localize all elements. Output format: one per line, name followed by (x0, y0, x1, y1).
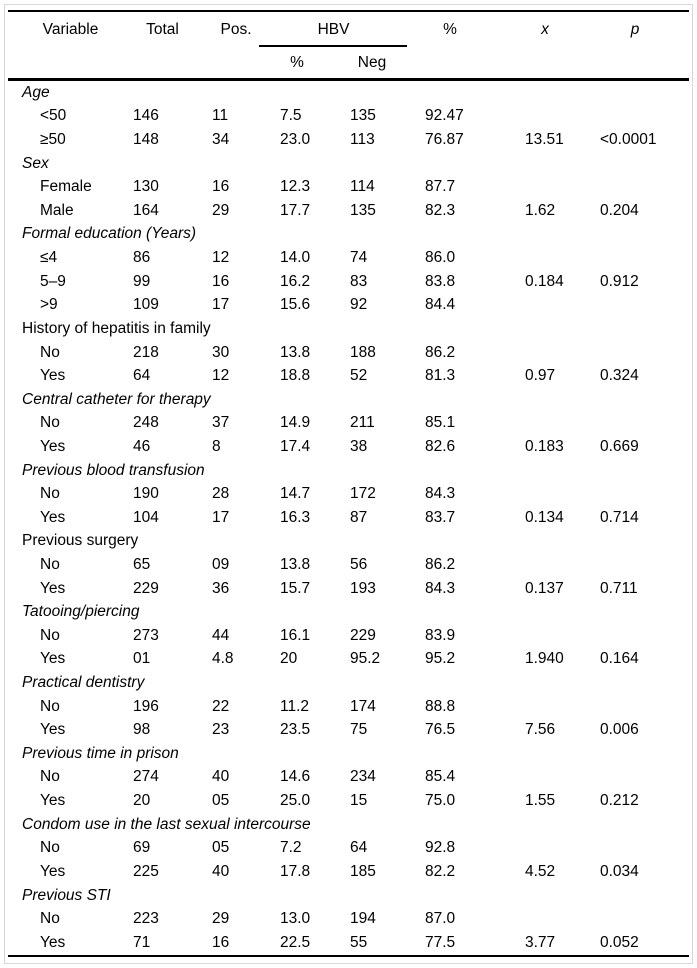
cell-pct: 86.0 (425, 249, 456, 267)
col-header-chi: x (541, 21, 549, 38)
cell-hbv-neg: 174 (350, 697, 376, 715)
cell-chi: 0.184 (525, 272, 564, 290)
table-body (8, 81, 689, 955)
cell-p: 0.006 (600, 721, 639, 739)
cell-chi: 1.940 (525, 650, 564, 668)
cell-pct: 85.4 (425, 768, 456, 786)
cell-pos: 29 (212, 201, 230, 219)
table-row (8, 695, 689, 719)
cell-p: 0.711 (600, 579, 638, 597)
table-row (8, 293, 689, 317)
cell-total: 196 (133, 697, 159, 715)
cell-variable: Female (40, 178, 92, 196)
cell-hbv-pct: 25.0 (280, 792, 311, 810)
cell-hbv-pct: 7.5 (280, 107, 302, 125)
cell-pos: 17 (212, 296, 230, 314)
cell-hbv-neg: 229 (350, 626, 376, 644)
section-label: Central catheter for therapy (22, 390, 211, 408)
cell-variable: No (40, 485, 60, 503)
cell-hbv-pct: 13.0 (280, 910, 311, 928)
cell-chi: 1.55 (525, 792, 556, 810)
cell-hbv-pct: 17.7 (280, 201, 311, 219)
cell-hbv-pct: 16.2 (280, 272, 311, 290)
section-label: Previous surgery (22, 532, 139, 550)
cell-pos: 09 (212, 555, 230, 573)
cell-hbv-neg: 56 (350, 555, 368, 573)
section-label: History of hepatitis in family (22, 319, 211, 337)
cell-pct: 86.2 (425, 343, 456, 361)
cell-total: 223 (133, 910, 159, 928)
cell-pos: 40 (212, 768, 230, 786)
cell-variable: Yes (40, 367, 66, 385)
cell-pos: 40 (212, 862, 230, 880)
section-label: Previous STI (22, 886, 111, 904)
cell-variable: ≤4 (40, 249, 58, 267)
table-row (8, 412, 689, 436)
cell-p: <0.0001 (600, 131, 657, 149)
cell-pct: 82.6 (425, 437, 456, 455)
cell-hbv-pct: 16.1 (280, 626, 311, 644)
hbv-risk-factor-table (8, 10, 689, 957)
cell-hbv-neg: 194 (350, 910, 376, 928)
cell-variable: >9 (40, 296, 58, 314)
cell-pos: 23 (212, 721, 230, 739)
section-label: Condom use in the last sexual intercourse (22, 815, 311, 833)
cell-pos: 36 (212, 579, 230, 597)
table-row (8, 199, 689, 223)
cell-total: 274 (133, 768, 159, 786)
section-label: Practical dentistry (22, 674, 145, 692)
cell-hbv-pct: 20 (280, 650, 298, 668)
cell-variable: Male (40, 201, 74, 219)
table-header-row-2 (8, 48, 689, 78)
table-row (8, 624, 689, 648)
cell-pct: 88.8 (425, 697, 456, 715)
cell-total: 109 (133, 296, 159, 314)
cell-total: 164 (133, 201, 159, 219)
cell-hbv-pct: 12.3 (280, 178, 311, 196)
cell-pos: 30 (212, 343, 230, 361)
cell-variable: <50 (40, 107, 67, 125)
table-row (8, 506, 689, 530)
cell-pos: 17 (212, 508, 230, 526)
table-row (8, 341, 689, 365)
cell-hbv-pct: 11.2 (280, 697, 310, 715)
cell-hbv-pct: 14.9 (280, 414, 311, 432)
cell-hbv-pct: 18.8 (280, 367, 311, 385)
cell-pct: 92.8 (425, 839, 456, 857)
cell-hbv-neg: 75 (350, 721, 368, 739)
cell-p: 0.034 (600, 862, 639, 880)
section-label: Previous time in prison (22, 744, 179, 762)
cell-variable: No (40, 626, 60, 644)
cell-pos: 44 (212, 626, 230, 644)
table-row (8, 128, 689, 152)
cell-total: 46 (133, 437, 151, 455)
cell-hbv-pct: 15.6 (280, 296, 311, 314)
cell-chi: 0.97 (525, 367, 556, 385)
col-header-total: Total (146, 21, 179, 38)
section-label: Formal education (Years) (22, 225, 197, 243)
cell-pct: 75.0 (425, 792, 456, 810)
cell-total: 64 (133, 367, 151, 385)
cell-total: 225 (133, 862, 159, 880)
cell-hbv-neg: 95.2 (350, 650, 381, 668)
table-row (8, 246, 689, 270)
cell-variable: No (40, 414, 60, 432)
cell-pct: 87.0 (425, 910, 456, 928)
cell-hbv-neg: 38 (350, 437, 368, 455)
cell-pos: 22 (212, 697, 230, 715)
cell-hbv-pct: 13.8 (280, 555, 311, 573)
cell-pct: 87.7 (425, 178, 456, 196)
cell-hbv-neg: 74 (350, 249, 368, 267)
cell-pos: 28 (212, 485, 230, 503)
cell-total: 218 (133, 343, 159, 361)
cell-hbv-neg: 55 (350, 933, 368, 951)
cell-p: 0.912 (600, 272, 639, 290)
cell-variable: Yes (40, 792, 66, 810)
cell-pos: 12 (212, 249, 230, 267)
col-header-p: p (630, 21, 640, 38)
cell-hbv-pct: 17.8 (280, 862, 311, 880)
table-row (8, 837, 689, 861)
cell-hbv-neg: 172 (350, 485, 376, 503)
cell-total: 71 (133, 933, 151, 951)
cell-pos: 8 (212, 437, 221, 455)
col-header-hbv-pct: % (290, 54, 304, 71)
cell-p: 0.714 (600, 508, 639, 526)
cell-total: 130 (133, 178, 159, 196)
cell-total: 65 (133, 555, 151, 573)
table-row (8, 553, 689, 577)
table-row (8, 718, 689, 742)
cell-variable: Yes (40, 437, 66, 455)
cell-p: 0.324 (600, 367, 639, 385)
section-label: Previous blood transfusion (22, 461, 205, 479)
table-row (8, 931, 689, 955)
cell-hbv-neg: 92 (350, 296, 368, 314)
cell-pos: 05 (212, 839, 230, 857)
col-header-hbv: HBV (317, 21, 350, 38)
bottom-rule (8, 955, 689, 957)
cell-hbv-neg: 188 (350, 343, 376, 361)
cell-hbv-pct: 23.0 (280, 131, 311, 149)
cell-chi: 3.77 (525, 933, 556, 951)
cell-total: 20 (133, 792, 151, 810)
table-header-row-1 (8, 12, 689, 48)
cell-hbv-neg: 185 (350, 862, 376, 880)
cell-hbv-pct: 16.3 (280, 508, 311, 526)
section-label: Tatooing/piercing (22, 603, 140, 621)
cell-pct: 82.2 (425, 862, 456, 880)
cell-total: 229 (133, 579, 159, 597)
cell-pct: 83.9 (425, 626, 456, 644)
cell-total: 273 (133, 626, 159, 644)
cell-pos: 16 (212, 272, 230, 290)
cell-p: 0.669 (600, 437, 639, 455)
cell-total: 104 (133, 508, 159, 526)
table-row (8, 907, 689, 931)
cell-pos: 37 (212, 414, 230, 432)
cell-pct: 84.3 (425, 485, 456, 503)
cell-pct: 84.4 (425, 296, 456, 314)
cell-hbv-neg: 64 (350, 839, 368, 857)
cell-total: 01 (133, 650, 151, 668)
table-row (8, 577, 689, 601)
cell-hbv-neg: 87 (350, 508, 368, 526)
cell-hbv-pct: 15.7 (280, 579, 311, 597)
cell-pos: 05 (212, 792, 230, 810)
cell-hbv-neg: 135 (350, 201, 376, 219)
cell-hbv-neg: 193 (350, 579, 376, 597)
cell-p: 0.052 (600, 933, 639, 951)
cell-pos: 16 (212, 178, 230, 196)
section-label: Sex (22, 154, 49, 172)
cell-p: 0.212 (600, 792, 639, 810)
cell-hbv-pct: 23.5 (280, 721, 311, 739)
cell-pos: 34 (212, 131, 230, 149)
cell-hbv-pct: 22.5 (280, 933, 311, 951)
cell-pct: 76.87 (425, 131, 464, 149)
table-row (8, 364, 689, 388)
col-header-hbv-neg: Neg (357, 54, 387, 71)
cell-hbv-pct: 14.6 (280, 768, 311, 786)
table-row (8, 860, 689, 884)
cell-hbv-pct: 17.4 (280, 437, 311, 455)
cell-hbv-neg: 135 (350, 107, 376, 125)
table-row (8, 270, 689, 294)
cell-pct: 77.5 (425, 933, 456, 951)
cell-pos: 29 (212, 910, 230, 928)
cell-p: 0.164 (600, 650, 639, 668)
cell-total: 148 (133, 131, 159, 149)
cell-pos: 4.8 (212, 650, 234, 668)
hbv-spanner-rule (259, 45, 407, 47)
cell-hbv-pct: 14.0 (280, 249, 311, 267)
cell-hbv-pct: 14.7 (280, 485, 311, 503)
cell-hbv-neg: 52 (350, 367, 368, 385)
cell-variable: Yes (40, 508, 66, 526)
cell-hbv-pct: 13.8 (280, 343, 311, 361)
cell-chi: 1.62 (525, 201, 556, 219)
cell-pct: 76.5 (425, 721, 456, 739)
cell-variable: No (40, 697, 60, 715)
cell-chi: 0.134 (525, 508, 564, 526)
cell-pct: 95.2 (425, 650, 456, 668)
cell-total: 146 (133, 107, 159, 125)
cell-pct: 83.7 (425, 508, 456, 526)
cell-pos: 11 (212, 107, 229, 125)
cell-variable: No (40, 768, 60, 786)
col-header-variable: Variable (42, 21, 99, 38)
cell-total: 86 (133, 249, 151, 267)
cell-variable: Yes (40, 579, 66, 597)
cell-pos: 12 (212, 367, 230, 385)
cell-variable: Yes (40, 862, 66, 880)
cell-pct: 83.8 (425, 272, 456, 290)
cell-chi: 7.56 (525, 721, 556, 739)
cell-variable: No (40, 555, 60, 573)
section-label: Age (22, 83, 50, 101)
table-row (8, 175, 689, 199)
cell-hbv-neg: 15 (350, 792, 368, 810)
cell-hbv-neg: 113 (350, 131, 375, 149)
cell-variable: No (40, 839, 60, 857)
cell-variable: Yes (40, 721, 66, 739)
table-row (8, 435, 689, 459)
cell-chi: 0.137 (525, 579, 564, 597)
cell-hbv-neg: 83 (350, 272, 368, 290)
cell-variable: Yes (40, 933, 66, 951)
cell-hbv-neg: 234 (350, 768, 376, 786)
cell-variable: Yes (40, 650, 66, 668)
table-row (8, 789, 689, 813)
cell-pct: 84.3 (425, 579, 456, 597)
table-row (8, 766, 689, 790)
col-header-pos: Pos. (220, 21, 252, 38)
cell-variable: No (40, 343, 60, 361)
cell-total: 98 (133, 721, 151, 739)
cell-chi: 13.51 (525, 131, 564, 149)
cell-variable: No (40, 910, 60, 928)
cell-p: 0.204 (600, 201, 639, 219)
cell-hbv-neg: 114 (350, 178, 375, 196)
cell-total: 190 (133, 485, 159, 503)
cell-variable: 5–9 (40, 272, 66, 290)
cell-pct: 81.3 (425, 367, 456, 385)
cell-chi: 4.52 (525, 862, 556, 880)
cell-total: 69 (133, 839, 151, 857)
cell-hbv-pct: 7.2 (280, 839, 302, 857)
cell-pct: 92.47 (425, 107, 464, 125)
cell-total: 99 (133, 272, 151, 290)
cell-chi: 0.183 (525, 437, 564, 455)
cell-hbv-neg: 211 (350, 414, 375, 432)
cell-pct: 85.1 (425, 414, 456, 432)
cell-pct: 82.3 (425, 201, 456, 219)
cell-total: 248 (133, 414, 159, 432)
cell-variable: ≥50 (40, 131, 66, 149)
table-row (8, 105, 689, 129)
cell-pos: 16 (212, 933, 230, 951)
col-header-pct: % (443, 21, 457, 38)
cell-pct: 86.2 (425, 555, 456, 573)
table-row (8, 482, 689, 506)
table-row (8, 648, 689, 672)
